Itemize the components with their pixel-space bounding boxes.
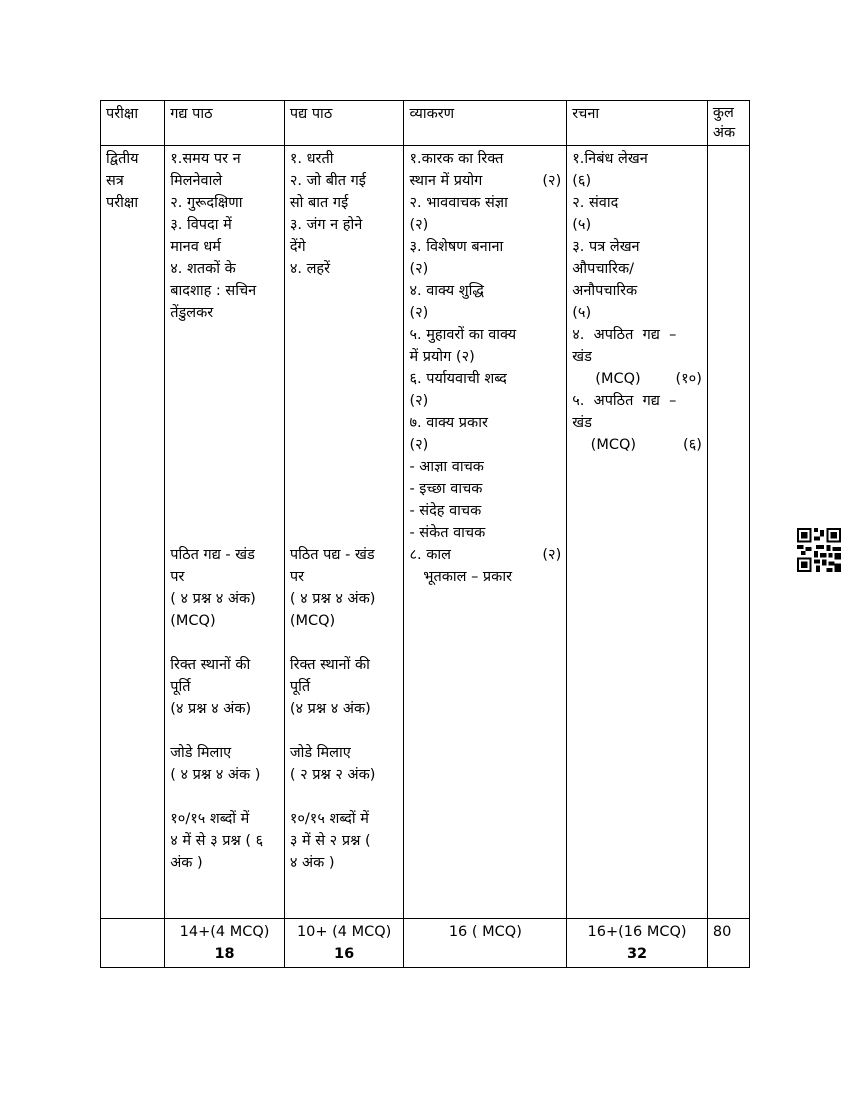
composition-item	[572, 434, 702, 456]
composition-item	[572, 412, 702, 434]
poetry-question-line: (४ प्रश्न ४ अंक)	[289, 701, 371, 717]
prose-lesson-line: मानव धर्म	[170, 239, 221, 255]
composition-item-text: (५)	[572, 305, 592, 321]
prose-lesson-line: ३. विपदा में	[170, 217, 232, 233]
grammar-item-text: - आज्ञा वाचक	[409, 459, 484, 475]
grammar-item	[409, 456, 561, 478]
grammar-item-text: ३. विशेषण बनाना	[409, 239, 504, 255]
totals-grammar	[404, 919, 567, 968]
prose-lesson-line: मिलनेवाले	[170, 173, 223, 189]
composition-item-text: (MCQ)	[572, 371, 641, 387]
prose-lesson-line: २. गुरूदक्षिणा	[170, 195, 243, 211]
prose-question-line: रिक्त स्थानों की	[170, 657, 251, 673]
syllabus-table	[100, 100, 750, 968]
poetry-lesson-line: ४. लहरें	[289, 261, 331, 277]
composition-item-text: (६)	[572, 173, 592, 189]
prose-question-line: अंक )	[170, 855, 203, 871]
composition-item-text: खंड	[572, 415, 592, 431]
grammar-item	[409, 500, 561, 522]
grammar-cell	[404, 146, 567, 919]
grammar-item	[409, 434, 561, 456]
grammar-item-text: भूतकाल – प्रकार	[409, 569, 513, 585]
grammar-item	[409, 236, 561, 258]
grammar-item-text: में प्रयोग (२)	[409, 349, 475, 365]
poetry-lesson-line: २. जो बीत गई	[289, 173, 366, 189]
composition-item	[572, 192, 702, 214]
header-prose: गद्य पाठ	[165, 101, 285, 146]
poetry-question-line: (MCQ)	[289, 613, 336, 629]
totals-composition-formula: 16+(16 MCQ)	[587, 924, 687, 940]
poetry-lesson-line: १. धरती	[289, 151, 334, 167]
header-exam: परीक्षा	[101, 101, 165, 146]
composition-cell	[567, 146, 708, 919]
grammar-item-text: (२)	[409, 437, 429, 453]
totals-prose-sum: 18	[214, 946, 235, 962]
prose-question-line: पर	[170, 569, 185, 585]
composition-item-mark: (१०)	[675, 371, 702, 387]
exam-cell	[101, 146, 165, 919]
content-row	[101, 146, 750, 919]
poetry-question-line: १०/१५ शब्दों में	[289, 811, 369, 827]
header-poetry: पद्य पाठ	[284, 101, 404, 146]
grammar-item-text: (२)	[409, 261, 429, 277]
composition-item-text: ३. पत्र लेखन	[572, 239, 640, 255]
poetry-cell	[284, 146, 404, 919]
totals-exam	[101, 919, 165, 968]
grammar-item	[409, 258, 561, 280]
totals-grammar-formula: 16 ( MCQ)	[448, 924, 522, 940]
grammar-item	[409, 324, 561, 346]
poetry-lessons	[290, 148, 399, 544]
grammar-item-mark: (२)	[542, 547, 562, 563]
composition-item	[572, 214, 702, 236]
grammar-item	[409, 280, 561, 302]
prose-question-line: १०/१५ शब्दों में	[170, 811, 250, 827]
poetry-question-line: ४ अंक )	[289, 855, 335, 871]
grammar-item-text: (२)	[409, 393, 429, 409]
composition-item-text: (५)	[572, 217, 592, 233]
grammar-item-text: - संदेह वाचक	[409, 503, 482, 519]
composition-item	[572, 390, 702, 412]
grammar-item	[409, 170, 561, 192]
composition-item-text: ५. अपठित गद्य –	[572, 393, 677, 409]
composition-item-text: अनौपचारिक	[572, 283, 638, 299]
totals-total: 80	[707, 919, 749, 968]
grammar-item-text: ८. काल	[409, 547, 451, 563]
totals-poetry-sum: 16	[334, 946, 355, 962]
prose-question-line: पठित गद्य - खंड	[170, 547, 255, 563]
prose-lesson-line: ४. शतकों के	[170, 261, 236, 277]
totals-prose-formula: 14+(4 MCQ)	[179, 924, 270, 940]
totals-composition-sum: 32	[626, 946, 648, 962]
grammar-item-text: ४. वाक्य शुद्धि	[409, 283, 485, 299]
composition-item	[572, 346, 702, 368]
composition-item	[572, 324, 702, 346]
prose-question-line: (MCQ)	[170, 613, 216, 629]
grammar-item	[409, 148, 561, 170]
poetry-question-line: पर	[289, 569, 305, 585]
poetry-question-line: पूर्ति	[289, 679, 311, 695]
grammar-item-text: (२)	[409, 217, 429, 233]
composition-item-text: २. संवाद	[572, 195, 619, 211]
poetry-question-line: रिक्त स्थानों की	[289, 657, 370, 673]
exam-line: सत्र	[106, 173, 124, 189]
composition-item-text: १.निबंध लेखन	[572, 151, 648, 167]
poetry-question-line: पठित पद्य - खंड	[289, 547, 375, 563]
totals-prose	[165, 919, 285, 968]
totals-poetry	[284, 919, 404, 968]
header-grammar: व्याकरण	[404, 101, 567, 146]
prose-question-line: पूर्ति	[170, 679, 191, 695]
prose-lesson-line: तेंडुलकर	[170, 305, 214, 321]
grammar-item-text: ५. मुहावरों का वाक्य	[409, 327, 517, 343]
grammar-item-text: (२)	[409, 305, 429, 321]
grammar-item-text: २. भाववाचक संज्ञा	[409, 195, 508, 211]
grammar-item-text: ६. पर्यायवाची शब्द	[409, 371, 507, 387]
grammar-item	[409, 368, 561, 390]
grammar-item-text: - संकेत वाचक	[409, 525, 486, 541]
prose-lessons	[170, 148, 279, 544]
prose-question-line: ( ४ प्रश्न ४ अंक )	[170, 767, 261, 783]
poetry-question-line: ( २ प्रश्न २ अंक)	[289, 767, 376, 783]
totals-composition	[567, 919, 708, 968]
grammar-item	[409, 522, 561, 544]
composition-item-text: खंड	[572, 349, 592, 365]
composition-item	[572, 148, 702, 170]
prose-question-line: (४ प्रश्न ४ अंक)	[170, 701, 252, 717]
composition-item	[572, 236, 702, 258]
prose-cell	[165, 146, 285, 919]
grammar-item	[409, 390, 561, 412]
grammar-item-text: - इच्छा वाचक	[409, 481, 483, 497]
composition-item-text: ४. अपठित गद्य –	[572, 327, 677, 343]
grammar-item-text: ७. वाक्य प्रकार	[409, 415, 488, 431]
composition-item	[572, 368, 702, 390]
prose-question-line: जोडे मिलाए	[170, 745, 232, 761]
header-row	[101, 101, 750, 146]
grammar-item	[409, 478, 561, 500]
exam-line: द्वितीय	[106, 151, 139, 167]
poetry-question-line: ( ४ प्रश्न ४ अंक)	[289, 591, 376, 607]
composition-item	[572, 280, 702, 302]
composition-item-text: औपचारिक/	[572, 261, 634, 277]
poetry-lesson-line: ३. जंग न होने	[289, 217, 363, 233]
grammar-item-text: स्थान में प्रयोग	[409, 173, 483, 189]
grammar-item	[409, 192, 561, 214]
poetry-question-line: जोडे मिलाए	[289, 745, 351, 761]
prose-question-line: ४ में से ३ प्रश्न ( ६	[170, 833, 264, 849]
exam-line: परीक्षा	[106, 195, 139, 211]
grammar-item	[409, 346, 561, 368]
totals-row	[101, 919, 750, 968]
prose-lesson-line: १.समय पर न	[170, 151, 241, 167]
prose-question-line: ( ४ प्रश्न ४ अंक)	[170, 591, 256, 607]
grammar-item	[409, 214, 561, 236]
poetry-lesson-line: देंगे	[289, 239, 306, 255]
grammar-item-text: १.कारक का रिक्त	[409, 151, 504, 167]
composition-item-text: (MCQ)	[572, 437, 637, 453]
prose-lesson-line: बादशाह : सचिन	[170, 283, 257, 299]
composition-item	[572, 258, 702, 280]
grammar-item	[409, 302, 561, 324]
grammar-item	[409, 412, 561, 434]
total-cell	[707, 146, 749, 919]
grammar-item-mark: (२)	[542, 173, 562, 189]
composition-item-mark: (६)	[683, 437, 702, 453]
header-composition: रचना	[567, 101, 708, 146]
poetry-lesson-line: सो बात गई	[289, 195, 349, 211]
qr-code-icon	[797, 528, 841, 572]
header-total: कुल अंक	[707, 101, 749, 146]
totals-poetry-formula: 10+ (4 MCQ)	[296, 924, 392, 940]
grammar-item	[409, 544, 561, 566]
poetry-question-line: ३ में से २ प्रश्न (	[289, 833, 371, 849]
composition-item	[572, 170, 702, 192]
grammar-item	[409, 566, 561, 588]
composition-item	[572, 302, 702, 324]
